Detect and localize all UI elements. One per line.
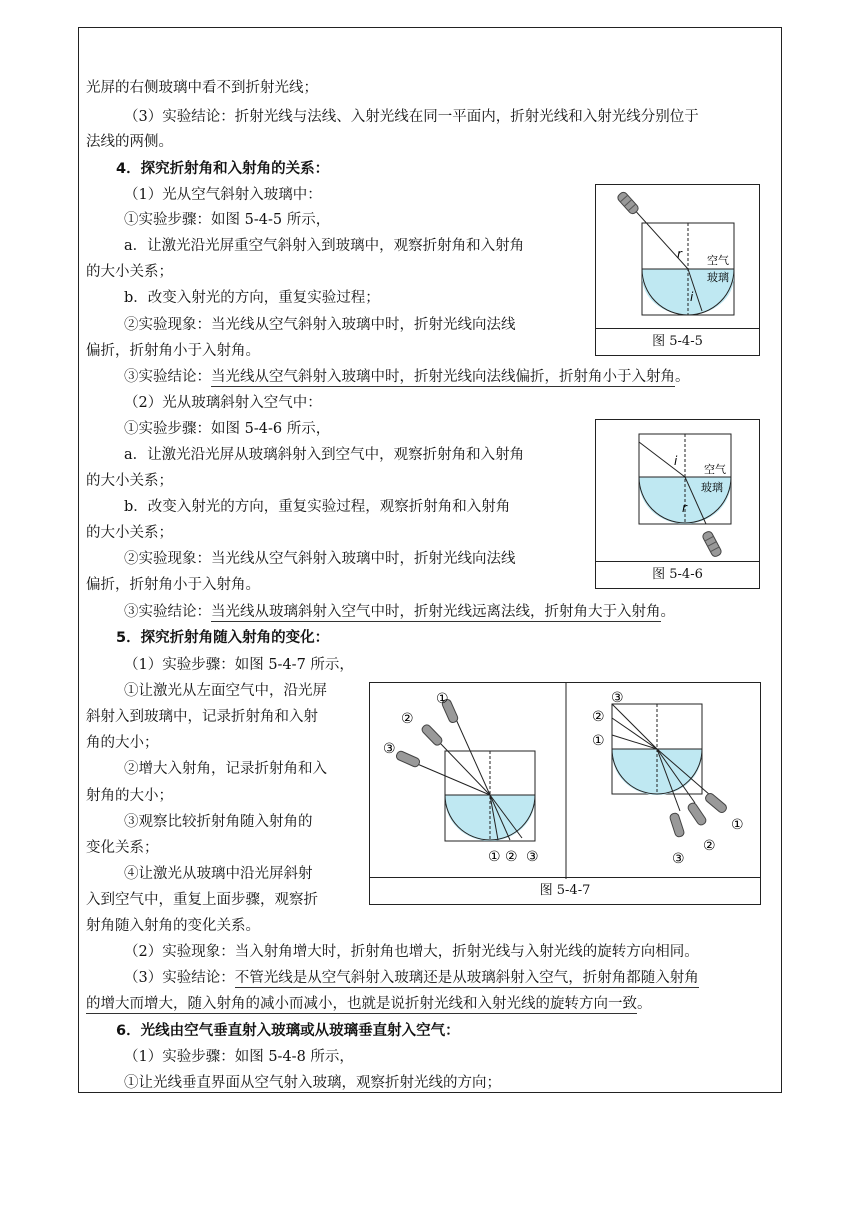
text-line: ②实验现象：当光线从空气斜射入玻璃中时，折射光线向法线	[124, 551, 516, 567]
air-label: 空气	[707, 254, 729, 267]
text-line: 斜射入到玻璃中，记录折射角和入射	[86, 709, 318, 725]
text-line: 的大小关系；	[86, 525, 173, 541]
text-line	[124, 107, 699, 127]
conclusion-label: （3）实验结论：	[124, 970, 235, 986]
text-line: a．让激光沿光屏从玻璃斜射入到空气中，观察折射角和入射角	[124, 447, 525, 463]
text-line: ②增大入射角，记录折射角和入	[124, 761, 327, 777]
section-heading: 5．探究折射角随入射角的变化：	[116, 630, 330, 646]
ray-label-2: ②	[703, 838, 716, 854]
text-line: b．改变入射光的方向，重复实验过程，观察折射角和入射角	[124, 499, 511, 515]
text-line: 射角的大小；	[86, 788, 173, 804]
figure-5-4-6	[595, 419, 760, 589]
air-label: 空气	[704, 463, 726, 476]
panel-glass-to-air	[592, 690, 744, 867]
figure-caption: 图 5-4-6	[596, 561, 759, 588]
figure-5-4-7	[369, 682, 761, 905]
angle-r-label: r	[682, 501, 687, 515]
period: 。	[675, 369, 690, 385]
angle-i-label: i	[690, 290, 694, 304]
text-line: ①让激光从左面空气中，沿光屏	[124, 683, 327, 699]
conclusion-text: 的增大而增大，随入射角的减小而减小，也就是说折射光线和入射光线的旋转方向一致	[86, 996, 637, 1012]
ray-label-3: ③	[672, 851, 685, 867]
text-line: ②实验现象：当光线从空气斜射入玻璃中时，折射光线向法线	[124, 317, 516, 333]
conclusion-text: 当光线从玻璃斜射入空气中时，折射光线远离法线，折射角大于入射角	[211, 604, 661, 620]
ray-label-1: ①	[592, 733, 605, 749]
glass-label: 玻璃	[707, 271, 729, 284]
panel-air-to-glass	[383, 691, 539, 865]
text-line: ①让光线垂直界面从空气射入玻璃，观察折射光线的方向；	[124, 1075, 501, 1091]
laser-pointer-icon	[701, 530, 722, 558]
text-line: ①实验步骤：如图 5-4-6 所示，	[124, 421, 331, 437]
text-line: （1）实验步骤：如图 5-4-7 所示，	[124, 657, 354, 673]
figure-caption: 图 5-4-5	[596, 328, 759, 355]
text-line	[124, 367, 690, 387]
section-heading: 4．探究折射角和入射角的关系：	[116, 161, 330, 177]
ray-label-3: ③	[611, 690, 624, 706]
figure-caption: 图 5-4-7	[370, 877, 760, 904]
text-line: 变化关系；	[86, 840, 159, 856]
ray-label-2: ②	[592, 709, 605, 725]
text-line: ①实验步骤：如图 5-4-5 所示，	[124, 212, 331, 228]
text-line: （2）光从玻璃斜射入空气中：	[124, 395, 322, 411]
ray-label-3: ③	[383, 741, 396, 757]
text-line: a．让激光沿光屏重空气斜射入到玻璃中，观察折射角和入射角	[124, 238, 525, 254]
text-line: b．改变入射光的方向，重复实验过程；	[124, 290, 380, 306]
ray-label-1: ①	[436, 691, 449, 707]
angle-i-label: i	[674, 454, 678, 468]
text-line	[86, 994, 652, 1014]
refraction-diagram-air-to-glass	[596, 185, 759, 331]
text-line: 的大小关系；	[86, 473, 173, 489]
laser-pointer-icon	[616, 191, 639, 216]
period: 。	[660, 604, 675, 620]
refraction-diagram-glass-to-air	[596, 420, 759, 564]
ray-label-1: ①	[488, 849, 501, 865]
ray-label-2: ②	[401, 711, 414, 727]
text-line: 偏折，折射角小于入射角。	[86, 577, 260, 593]
glass-label: 玻璃	[701, 481, 723, 494]
section-heading: 6．光线由空气垂直射入玻璃或从玻璃垂直射入空气：	[116, 1023, 460, 1039]
ray-label-2: ②	[505, 849, 518, 865]
text-line	[124, 602, 675, 622]
text-line: 的大小关系；	[86, 264, 173, 280]
figure-5-4-5	[595, 184, 760, 356]
text-line: ③观察比较折射角随入射角的	[124, 814, 313, 830]
angle-r-label: r	[677, 247, 682, 261]
conclusion-label: ③实验结论：	[124, 369, 211, 385]
text-line	[124, 968, 699, 988]
text-line: 入到空气中，重复上面步骤，观察折	[86, 892, 318, 908]
text-line: （1）光从空气斜射入玻璃中：	[124, 187, 322, 203]
conclusion-label: （3）实验结论：	[124, 109, 235, 125]
period: 。	[637, 996, 652, 1012]
ray-label-1: ①	[731, 817, 744, 833]
conclusion-text: 当光线从空气斜射入玻璃中时，折射光线向法线偏折，折射角小于入射角	[211, 369, 675, 385]
text-line: 射角随入射角的变化关系。	[86, 918, 260, 934]
text-line: 角的大小；	[86, 735, 159, 751]
text-line: （1）实验步骤：如图 5-4-8 所示，	[124, 1049, 354, 1065]
refraction-variation-diagrams	[370, 683, 760, 879]
conclusion-text: 不管光线是从空气斜射入玻璃还是从玻璃斜射入空气，折射角都随入射角	[234, 970, 699, 986]
text-line: （2）实验现象：当入射角增大时，折射角也增大，折射光线与入射光线的旋转方向相同。	[124, 944, 699, 960]
conclusion-label: ③实验结论：	[124, 604, 211, 620]
text-line: 光屏的右侧玻璃中看不到折射光线；	[86, 80, 318, 96]
ray-label-3: ③	[526, 849, 539, 865]
text-line: 偏折，折射角小于入射角。	[86, 343, 260, 359]
text-line: ④让激光从玻璃中沿光屏斜射	[124, 866, 313, 882]
conclusion-text: 折射光线与法线、入射光线在同一平面内，折射光线和入射光线分别位于	[234, 109, 699, 125]
text-line: 法线的两侧。	[86, 134, 173, 150]
